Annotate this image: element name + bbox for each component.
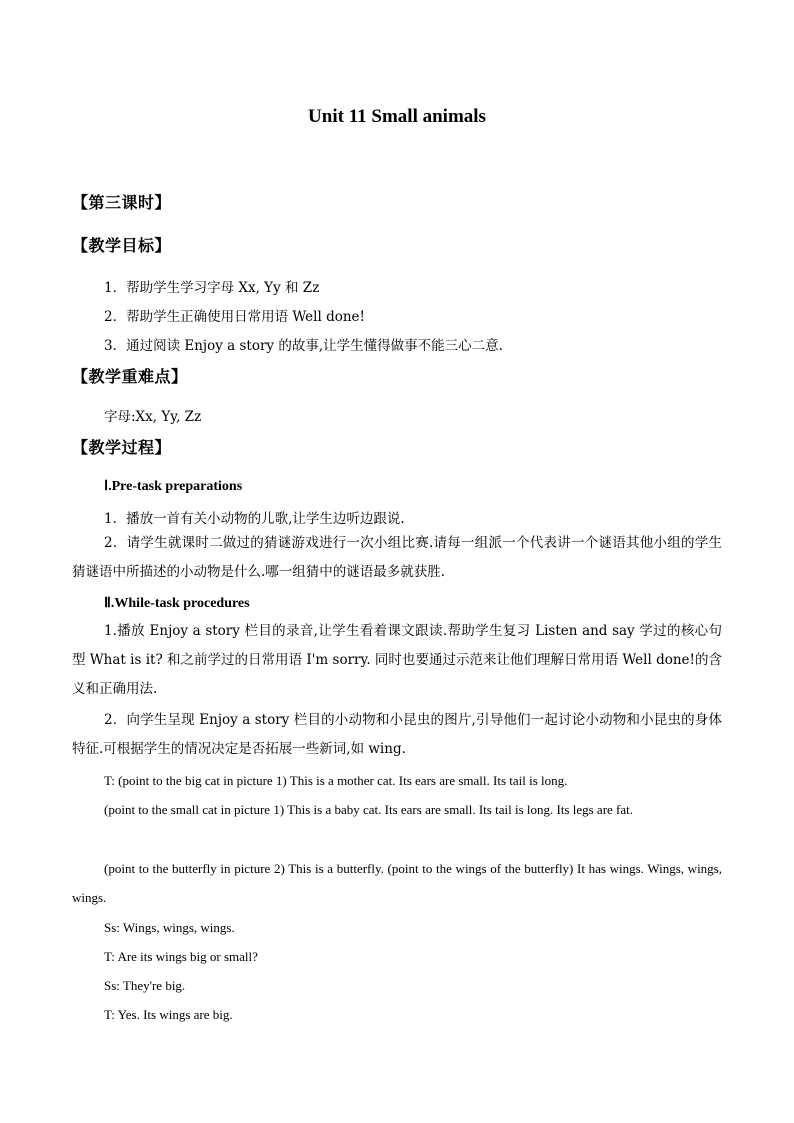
pre-task-item-1: 1．播放一首有关小动物的儿歌,让学生边听边跟说. (104, 511, 405, 527)
dialogue-line-7: T: Yes. Its wings are big. (104, 1007, 233, 1022)
heading-process: 【教学过程】 (72, 438, 172, 457)
dialogue-line-1: T: (point to the big cat in picture 1) This is a mother cat. Its ears are small. Its tail is long. (104, 773, 568, 788)
dialogue-line-4: Ss: Wings, wings, wings. (104, 920, 235, 935)
pre-task-item-2: 2．请学生就课时二做过的猜谜游戏进行一次小组比赛.请每一组派一个代表讲一个谜语其他小组的学生猜谜语中所描述的小动物是什么.哪一组猜中的谜语最多就获胜. (72, 535, 722, 580)
objective-item-3: 3．通过阅读 Enjoy a story 的故事,让学生懂得做事不能三心二意. (104, 338, 503, 354)
page-title: Unit 11 Small animals (308, 106, 486, 127)
section-while-task: Ⅱ.While-task procedures (104, 596, 250, 611)
heading-key-points: 【教学重难点】 (72, 367, 188, 386)
dialogue-line-2: (point to the small cat in picture 1) This is a baby cat. Its ears are small. Its tail is long. Its legs are fat. (104, 802, 634, 817)
heading-lesson: 【第三课时】 (72, 193, 172, 212)
objective-item-1: 1．帮助学生学习字母 Xx, Yy 和 Zz (104, 280, 320, 296)
dialogue-line-3: (point to the butterfly in picture 2) This is a butterfly. (point to the wings of the butterfly) It has wings. Wings, wings, wings. (72, 861, 722, 905)
while-task-item-1: 1.播放 Enjoy a story 栏目的录音,让学生看着课文跟读.帮助学生复习 Listen and say 学过的核心句型 What is it? 和之前学过的日常用语 I'm sorry. 同时也要通过示范来让他们理解日常用语 Well done!的含义和正确用法. (72, 623, 722, 697)
dialogue-line-5: T: Are its wings big or small? (104, 949, 258, 964)
while-task-item-2: 2．向学生呈现 Enjoy a story 栏目的小动物和小昆虫的图片,引导他们一起讨论小动物和小昆虫的身体特征.可根据学生的情况决定是否拓展一些新词,如 wing. (72, 712, 722, 757)
objective-item-2: 2．帮助学生正确使用日常用语 Well done! (104, 309, 365, 325)
section-pre-task: Ⅰ.Pre-task preparations (104, 479, 243, 494)
heading-objectives: 【教学目标】 (72, 236, 172, 255)
key-points-text: 字母:Xx, Yy, Zz (104, 409, 202, 425)
dialogue-line-6: Ss: They're big. (104, 978, 186, 993)
